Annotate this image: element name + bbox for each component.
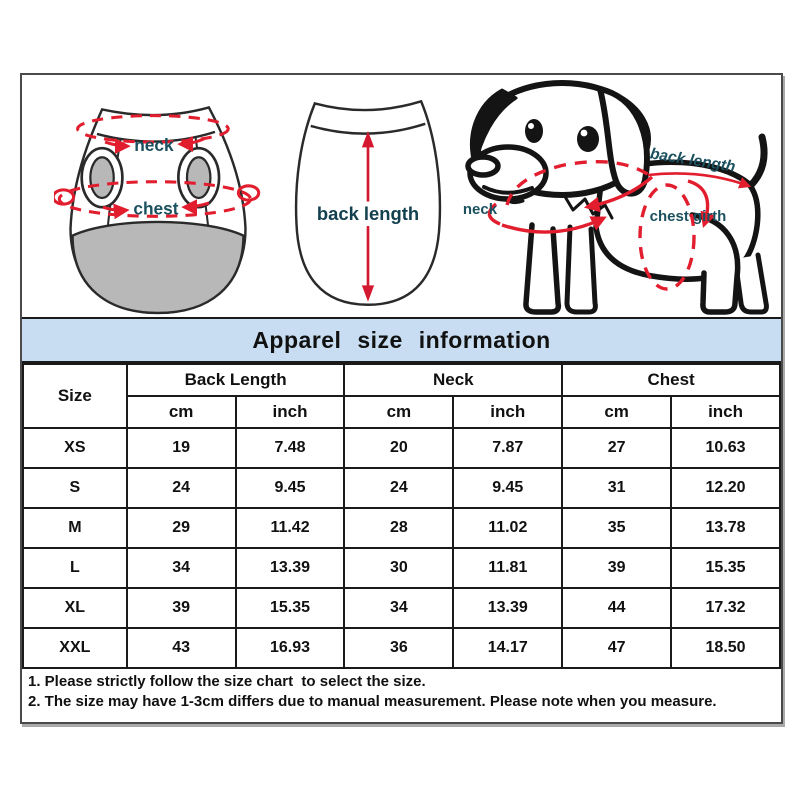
value-cell: 19 [127, 428, 236, 468]
front-garment-belly-panel [73, 222, 244, 313]
value-cell: 14.17 [453, 628, 562, 668]
back-garment-illustration [284, 85, 452, 315]
unit-header: inch [671, 396, 780, 428]
table-row [23, 588, 780, 628]
value-cell: 13.39 [453, 588, 562, 628]
value-cell: 13.78 [671, 508, 780, 548]
size-cell: L [23, 548, 127, 588]
value-cell: 16.93 [236, 628, 345, 668]
value-cell: 28 [344, 508, 453, 548]
value-cell: 24 [344, 468, 453, 508]
table-row [23, 548, 780, 588]
value-cell: 30 [344, 548, 453, 588]
value-cell: 44 [562, 588, 671, 628]
col-header-back-length: Back Length [127, 364, 345, 396]
front-chest-label: chest [133, 198, 179, 219]
table-row [23, 628, 780, 668]
value-cell: 34 [344, 588, 453, 628]
measurement-illustrations [22, 75, 781, 317]
unit-header: cm [127, 396, 236, 428]
value-cell: 18.50 [671, 628, 780, 668]
value-cell: 9.45 [236, 468, 345, 508]
size-chart-panel [20, 73, 783, 724]
unit-header: inch [236, 396, 345, 428]
col-header-chest: Chest [562, 364, 780, 396]
value-cell: 7.87 [453, 428, 562, 468]
footnote-2: 2. The size may have 1-3cm differs due to manual measurement. Please note when you measure. [28, 693, 717, 710]
apparel-size-table [22, 363, 781, 669]
dog-neck-label: neck [462, 201, 498, 218]
value-cell: 43 [127, 628, 236, 668]
value-cell: 17.32 [671, 588, 780, 628]
size-cell: XXL [23, 628, 127, 668]
value-cell: 11.81 [453, 548, 562, 588]
value-cell: 12.20 [671, 468, 780, 508]
size-cell: S [23, 468, 127, 508]
table-title: Apparel size information [252, 326, 551, 353]
value-cell: 7.48 [236, 428, 345, 468]
table-title-bar [22, 317, 781, 363]
value-cell: 36 [344, 628, 453, 668]
value-cell: 27 [562, 428, 671, 468]
unit-header: cm [344, 396, 453, 428]
table-row [23, 508, 780, 548]
size-cell: M [23, 508, 127, 548]
value-cell: 34 [127, 548, 236, 588]
value-cell: 29 [127, 508, 236, 548]
back-length-label: back length [316, 202, 420, 224]
table-row [23, 468, 780, 508]
value-cell: 20 [344, 428, 453, 468]
footnote-1: 1. Please strictly follow the size chart to select the size. [28, 673, 426, 690]
dog-back-length-label: back length [648, 145, 737, 176]
unit-header: cm [562, 396, 671, 428]
dog-illustration [452, 77, 784, 323]
col-header-neck: Neck [344, 364, 562, 396]
value-cell: 39 [127, 588, 236, 628]
value-cell: 13.39 [236, 548, 345, 588]
value-cell: 11.02 [453, 508, 562, 548]
size-cell: XL [23, 588, 127, 628]
value-cell: 15.35 [236, 588, 345, 628]
col-header-size: Size [23, 364, 127, 428]
value-cell: 47 [562, 628, 671, 668]
size-cell: XS [23, 428, 127, 468]
value-cell: 15.35 [671, 548, 780, 588]
dog-chest-girth-label: chest girth [649, 208, 727, 225]
value-cell: 39 [562, 548, 671, 588]
value-cell: 10.63 [671, 428, 780, 468]
value-cell: 31 [562, 468, 671, 508]
value-cell: 35 [562, 508, 671, 548]
value-cell: 24 [127, 468, 236, 508]
unit-header: inch [453, 396, 562, 428]
front-garment-illustration [54, 81, 262, 315]
value-cell: 11.42 [236, 508, 345, 548]
value-cell: 9.45 [453, 468, 562, 508]
table-row [23, 428, 780, 468]
footnotes [22, 669, 781, 722]
front-neck-label: neck [134, 135, 174, 156]
